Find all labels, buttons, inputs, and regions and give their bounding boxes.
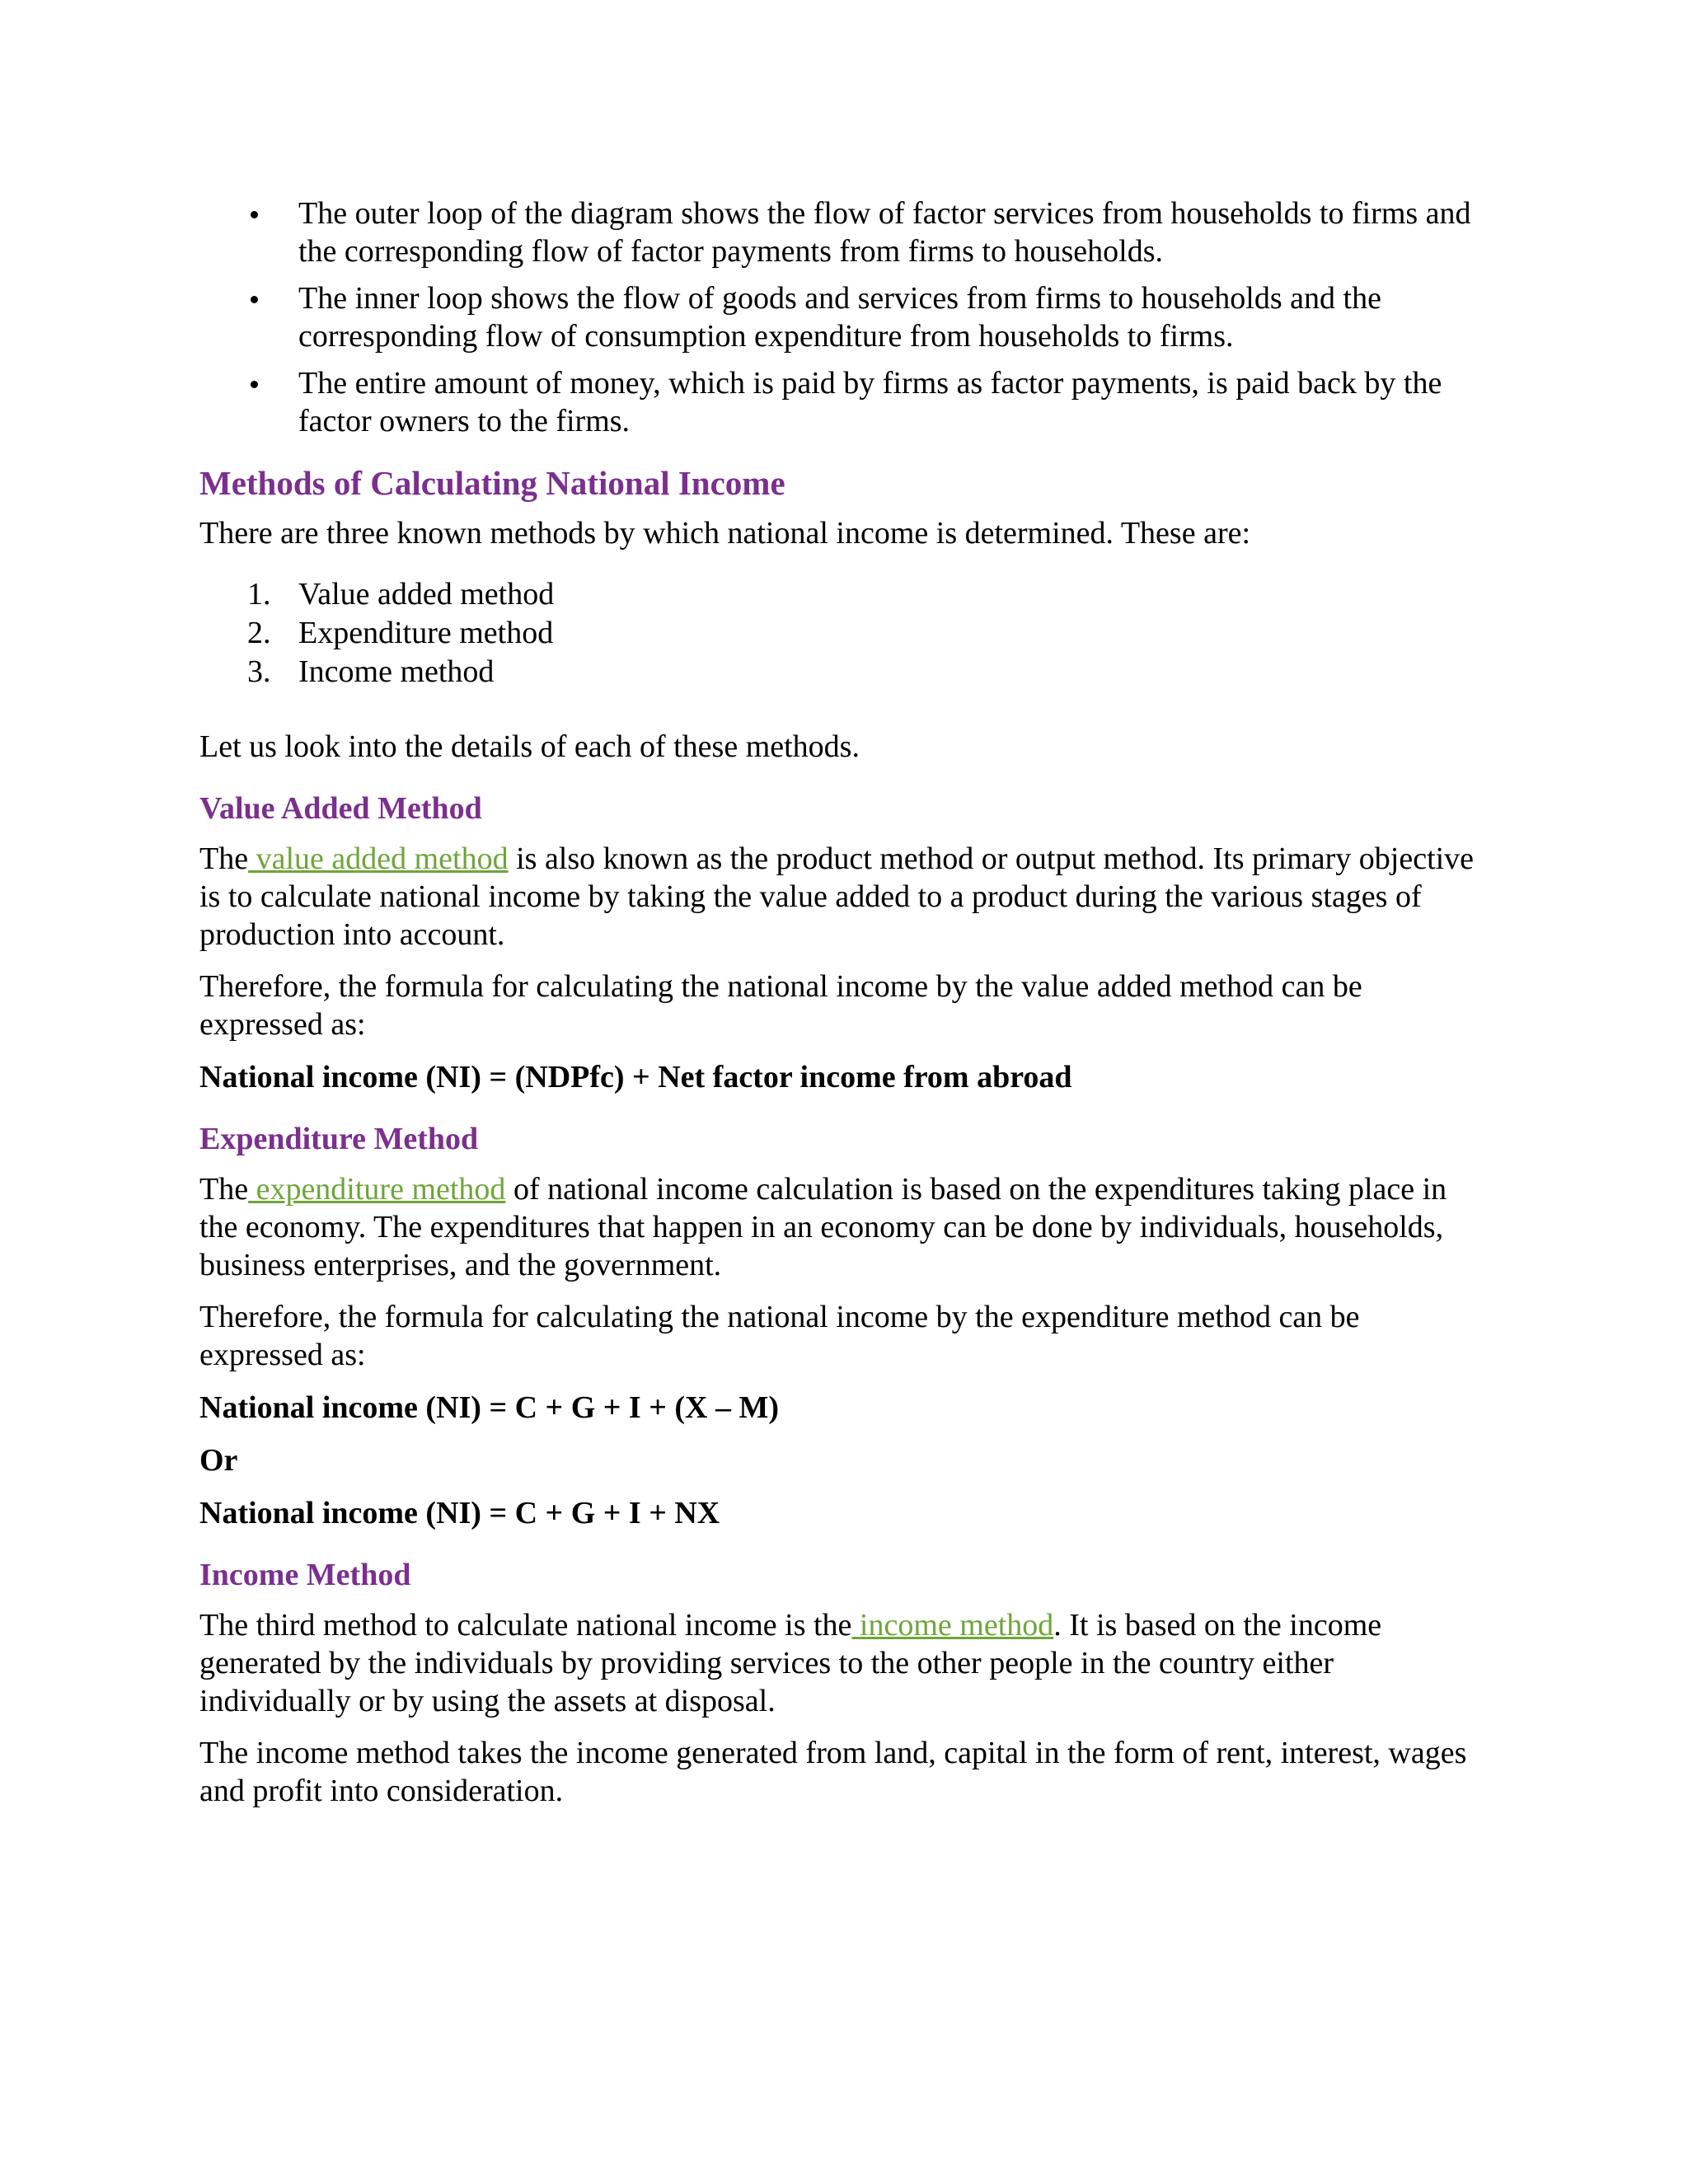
bullet-icon <box>251 296 258 303</box>
methods-intro: There are three known methods by which national income is determined. These are: <box>199 516 1251 551</box>
list-label: Income method <box>298 654 495 689</box>
expenditure-formula-2: National income (NI) = C + G + I + NX <box>199 1496 720 1530</box>
income-paragraph-2: The income method takes the income generated from land, capital in the form of rent, interest, wages and profit into consideration. <box>199 1736 1467 1808</box>
income-paragraph <box>199 1606 1485 1720</box>
bullet-text: The outer loop of the diagram shows the flow of factor services from households to firms and the corresponding flow of factor payments from firms to households. <box>298 196 1471 269</box>
expenditure-heading: Expenditure Method <box>199 1122 479 1156</box>
paragraph-text: The <box>199 1172 249 1207</box>
list-item <box>199 279 1485 355</box>
value-added-formula: National income (NI) = (NDPfc) + Net factor income from abroad <box>199 1060 1072 1094</box>
circular-flow-bullets <box>199 194 1485 440</box>
list-item <box>199 575 1485 614</box>
income-method-link[interactable]: income method <box>851 1608 1054 1643</box>
list-number: 1. <box>247 577 271 612</box>
list-number: 3. <box>247 654 271 689</box>
list-number: 2. <box>247 616 271 650</box>
income-heading: Income Method <box>199 1558 411 1592</box>
bullet-text: The inner loop shows the flow of goods and services from firms to households and the corresponding flow of consumption expenditure from households to firms. <box>298 281 1381 354</box>
paragraph-text: of national income calculation is based on the expenditures taking place in the economy. The expenditures that happen in an economy can be done by individuals, households, business enterprises, and the government. <box>199 1172 1447 1282</box>
methods-list <box>199 575 1485 691</box>
expenditure-formula-1: National income (NI) = C + G + I + (X – M) <box>199 1390 779 1425</box>
paragraph-text: The <box>199 841 249 876</box>
bullet-icon <box>251 211 258 218</box>
paragraph-text: is also known as the product method or output method. Its primary objective is to calculate national income by taking the value added to a product during the various stages of production into account. <box>199 841 1475 952</box>
list-item <box>199 614 1485 653</box>
methods-outro: Let us look into the details of each of these methods. <box>199 729 860 764</box>
value-added-method-link[interactable]: value added method <box>248 841 509 876</box>
or-label: Or <box>199 1443 238 1478</box>
list-item <box>199 653 1485 691</box>
list-label: Expenditure method <box>298 616 554 650</box>
expenditure-formula-intro: Therefore, the formula for calculating the national income by the expenditure method can be expressed as: <box>199 1300 1360 1372</box>
methods-heading: Methods of Calculating National Income <box>199 464 785 502</box>
paragraph-text: . It is based on the income generated by the individuals by providing services to the other people in the country either individually or by using the assets at disposal. <box>199 1608 1382 1718</box>
bullet-text: The entire amount of money, which is paid by firms as factor payments, is paid back by the factor owners to the firms. <box>298 366 1442 438</box>
value-added-paragraph <box>199 840 1485 954</box>
value-added-formula-intro: Therefore, the formula for calculating the national income by the value added method can be expressed as: <box>199 969 1362 1042</box>
value-added-heading: Value Added Method <box>199 791 482 826</box>
paragraph-text: The third method to calculate national income is the <box>199 1608 852 1643</box>
list-item <box>199 364 1485 440</box>
list-item <box>199 194 1485 270</box>
list-label: Value added method <box>298 577 555 612</box>
bullet-icon <box>251 381 258 388</box>
page-content <box>199 194 1485 1810</box>
expenditure-method-link[interactable]: expenditure method <box>248 1172 506 1207</box>
expenditure-paragraph <box>199 1170 1485 1284</box>
